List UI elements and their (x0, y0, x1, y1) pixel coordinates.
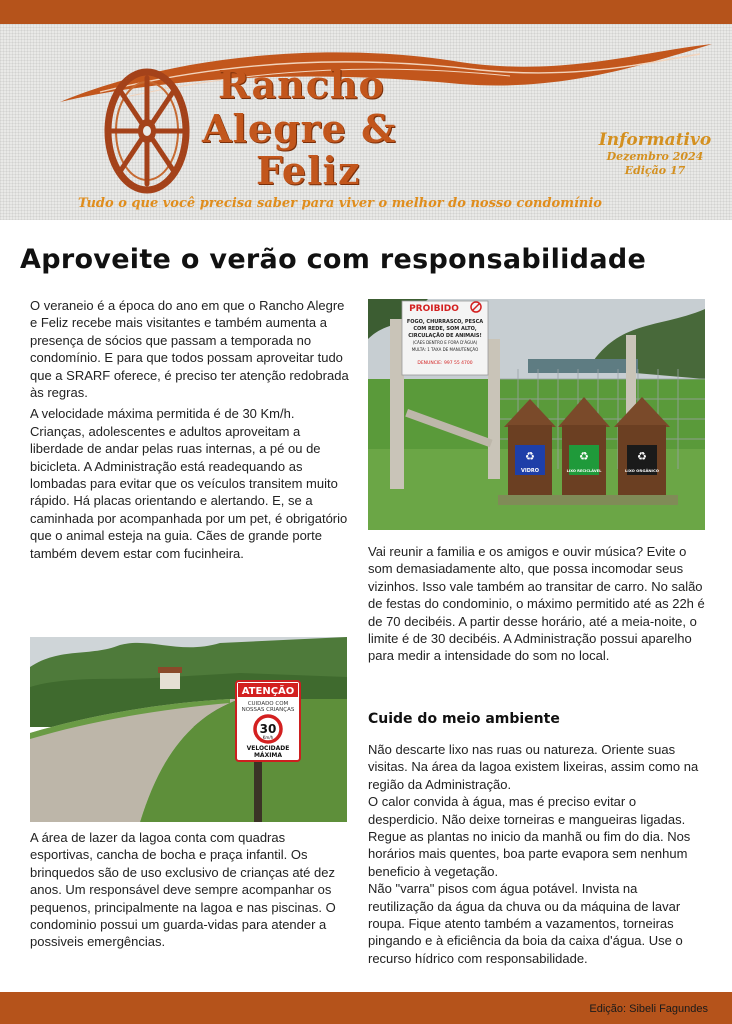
sign-bottom2: MÁXIMA (253, 752, 283, 759)
sign-l4: (CÃES DENTRO E FORA D'ÁGUA) (412, 340, 478, 345)
sign-phone: DENUNCIE: 997 55 4700 (417, 361, 473, 366)
column-right-bottom (368, 741, 705, 967)
sign-heading: ATENÇÃO (241, 686, 295, 697)
masthead (0, 24, 732, 220)
info-date: Dezembro 2024 (606, 150, 704, 163)
title-line-3: Feliz (256, 148, 361, 193)
editor-credit: Edição: Sibeli Fagundes (589, 1003, 708, 1015)
info-edition: Edição 17 (624, 164, 686, 177)
column-right-top (368, 543, 705, 665)
bin2-label: LIXO RECICLÁVEL (566, 469, 602, 473)
paragraph: Não "varra" pisos com água potável. Invista na reutilização da água da chuva ou da máquina de lavar roupa. Fique atento também a vazamentos, torneiras pingando e à eficiência da boia da caixa d'água. Use o recurso hídrico com responsabilidade. (368, 881, 683, 966)
column-left-top (30, 297, 350, 562)
recycle-icon: ♻ (525, 450, 535, 463)
section-subheading: Cuide do meio ambiente (368, 711, 560, 727)
top-color-bar (0, 0, 732, 24)
bin3-label: LIXO ORGÂNICO (625, 468, 659, 473)
prohibited-sign-heading: PROIBIDO (409, 304, 459, 314)
bin1-label: VIDRO (521, 468, 539, 474)
recycle-icon: ♻ (637, 450, 647, 463)
recycling-bins-illustration (368, 299, 705, 530)
sign-line2: NOSSAS CRIANÇAS (241, 707, 295, 713)
paragraph: Vai reunir a familia e os amigos e ouvir música? Evite o som demasiadamente alto, que possa incomodar seus vizinhos. Isso vale também ao transitar de carro. No salão de festas do condominio, o máximo permitido até as 22h é de 70 decibéis. A partir desse horário, até a meia-noite, o limite é de 30 decibéis. A Administração possui aparelho para medir a intensidade do som no local. (368, 544, 705, 664)
title-line-2: Alegre & (202, 106, 397, 151)
sign-l2: COM REDE, SOM ALTO, (413, 326, 477, 332)
sign-bottom1: VELOCIDADE (246, 745, 290, 752)
sign-l5: MULTA: 1 TAXA DE MANUTENÇÃO (411, 347, 479, 352)
recycling-bins-photo (368, 299, 705, 530)
column-left-bottom (30, 829, 350, 951)
paragraph: A área de lazer da lagoa conta com quadras esportivas, cancha de bocha e praça infantil. Os brinquedos são de uso exclusivo de crianças até dez anos. Um responsável deve sempre acompanhar os pequenos, principalmente na lagoa e nas piscinas. O condominio possui um guarda-vidas para atender a possiveis emergências. (30, 830, 336, 950)
paragraph: O veraneio é a época do ano em que o Rancho Alegre e Feliz recebe mais visitantes e também aumenta a presença de sócios que passam a temporada no condomínio. E para que todos possam aproveitar tudo que a SRARF oferece, é preciso ter atenção redobrada às regras. (30, 298, 349, 401)
title-line-1: Rancho (218, 62, 385, 107)
speed-sign-illustration (30, 637, 347, 822)
info-label: Informativo (598, 130, 712, 150)
sign-line1: CUIDADO COM (247, 701, 289, 707)
paragraph: Não descarte lixo nas ruas ou natureza. Oriente suas visitas. Na área da lagoa existem lixeiras, assim como na região da Administração. (368, 742, 699, 792)
sign-l1: FOGO, CHURRASCO, PESCA (406, 319, 484, 325)
speed-sign-photo (30, 637, 347, 822)
article-headline: Aproveite o verão com responsabilidade (20, 244, 647, 275)
wagon-wheel-icon (104, 68, 190, 194)
paragraph: A velocidade máxima permitida é de 30 Km/h. Crianças, adolescentes e adultos aproveitam a liberdade de andar pelas ruas internas, a pé ou de bicicleta. A Administração está readequando as lombadas para evitar que os veículos transitem muito rápido. Há placas orientando e alertando. E, se a caminhada por acompanhada por um pet, é obrigatório que o animal esteja na guia. Cães de grande porte também devem estar com fucinheira. (30, 406, 348, 561)
speed-unit: Km/h (262, 735, 274, 740)
tagline: Tudo o que você precisa saber para viver o melhor do nosso condomínio (78, 196, 602, 211)
speed-limit-number: 30 (259, 722, 277, 736)
paragraph: O calor convida à água, mas é preciso evitar o desperdicio. Não deixe torneiras e mangueiras ligadas. Regue as plantas no inicio da manhã ou fim do dia. Nos horários mais quentes, boa parte evapora sem nenhum beneficio à vegetação. (368, 794, 691, 879)
sign-l3: CIRCULAÇÃO DE ANIMAIS! (408, 333, 482, 339)
recycle-icon: ♻ (579, 450, 589, 463)
edition-info (590, 130, 720, 178)
